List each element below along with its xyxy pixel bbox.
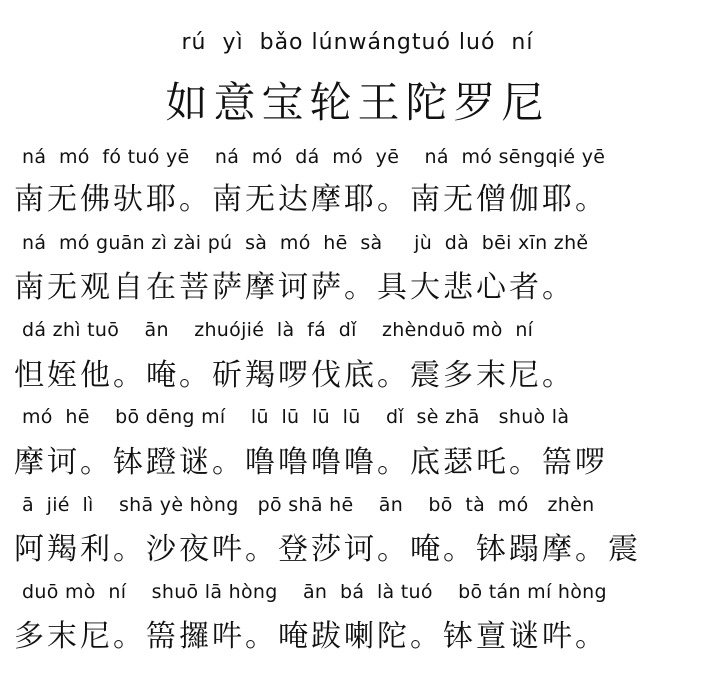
hanzi-line-1: 南无佛驮耶。南无达摩耶。南无僧伽耶。 (14, 182, 608, 217)
title-pinyin: rú yì bǎo lúnwángtuó luó ní (181, 30, 534, 55)
pinyin-line-5: ā jié lì shā yè hòng pō shā hē ān bō tà mó zhèn (22, 494, 595, 516)
hanzi-line-4: 摩诃。钵蹬谜。噜噜噜噜。底瑟吒。篅啰 (14, 445, 608, 480)
hanzi-line-2: 南无观自在菩萨摩诃萨。具大悲心者。 (14, 270, 575, 305)
hanzi-line-3: 怛姪他。唵。斫羯啰伐底。震多末尼。 (14, 358, 575, 393)
pinyin-line-1: ná mó fó tuó yē ná mó dá mó yē ná mó sēngqié yē (22, 146, 606, 168)
pinyin-line-6: duō mò ní shuō lā hòng ān bá là tuó bō tán mí hòng (22, 581, 607, 603)
hanzi-line-6: 多末尼。篅攞吽。唵跋喇陀。钵亶谜吽。 (14, 619, 608, 654)
pinyin-line-2: ná mó guān zì zài pú sà mó hē sà jù dà bēi xīn zhě (22, 232, 589, 254)
hanzi-line-5: 阿羯利。沙夜吽。登莎诃。唵。钵蹋摩。震 (14, 532, 641, 567)
pinyin-line-3: dá zhì tuō ān zhuójié là fá dǐ zhènduō mò ní (22, 319, 534, 341)
pinyin-line-4: mó hē bō dēng mí lū lū lū lū dǐ sè zhā shuò là (22, 406, 570, 428)
page-title: 如意宝轮王陀罗尼 (165, 78, 550, 127)
